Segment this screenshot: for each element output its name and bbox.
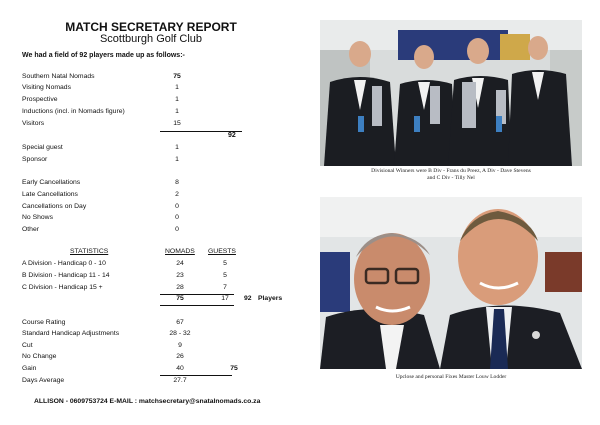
- players-label: Players: [258, 295, 283, 302]
- club-name: Scottburgh Golf Club: [99, 33, 203, 45]
- closeup-photo: [320, 197, 582, 369]
- winners-caption: [320, 168, 582, 182]
- winners-photo-drawing: [320, 20, 582, 166]
- intro-text: We had a field of 92 players made up as follows:-: [22, 52, 185, 59]
- nomads-column-header: NOMADS: [165, 248, 195, 255]
- total-nomads: 75: [176, 295, 184, 302]
- statistics-rule-bottom: [160, 305, 234, 306]
- total-guests: 17: [221, 295, 229, 302]
- closeup-caption: Upclose and personal Fixes Master Louw Lodder: [395, 374, 507, 380]
- closeup-photo-drawing: [320, 197, 582, 369]
- field-total: 92: [228, 132, 236, 139]
- contact-footer: ALLISON - 0609753724 E-MAIL : matchsecretary@snatalnomads.co.za: [34, 398, 261, 405]
- report-title: MATCH SECRETARY REPORT: [65, 20, 237, 34]
- winners-caption-line1: Divisional Winners were B Div - Frans du Preez, A Div - Dave Stevens: [371, 168, 531, 174]
- total-players: 92: [244, 295, 252, 302]
- winners-photo: [320, 20, 582, 166]
- winners-caption-line2: and C Div - Tilly Nel: [427, 175, 475, 181]
- guests-column-header: GUESTS: [208, 248, 236, 255]
- statistics-heading: STATISTICS: [70, 248, 109, 255]
